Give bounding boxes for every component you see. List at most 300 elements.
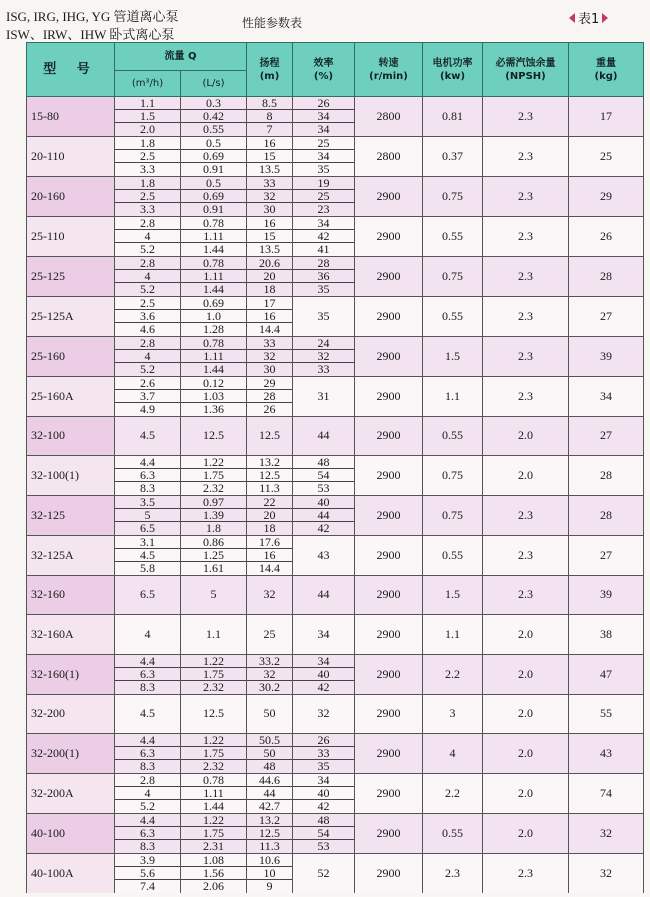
cell-value: 30.2 xyxy=(259,680,281,695)
cell-value: 3.1 xyxy=(115,536,180,549)
col-power: 电机功率 (kw) xyxy=(423,43,483,97)
speed-cell: 2900 xyxy=(355,455,423,495)
eff-cell: 32 xyxy=(293,694,355,733)
cell-value: 0.42 xyxy=(181,110,246,123)
cell-value: 13.2 xyxy=(247,814,292,827)
flow-ls-cell: 12.5 xyxy=(181,416,247,455)
speed-cell: 2900 xyxy=(355,416,423,455)
col-eff: 效率 (%) xyxy=(293,43,355,97)
cell-value: 53 xyxy=(317,481,330,496)
cell-value: 42 xyxy=(293,230,354,243)
head-cell xyxy=(247,136,293,176)
weight-cell: 27 xyxy=(569,296,644,336)
table-row xyxy=(27,376,644,416)
npsh-cell: 2.3 xyxy=(483,176,569,216)
model-cell: 32-100(1) xyxy=(27,455,115,495)
power-cell: 1.1 xyxy=(423,615,483,654)
model-cell: 40-100A xyxy=(27,853,115,893)
cell-value: 0.69 xyxy=(181,190,246,203)
flow-m3h-cell xyxy=(115,376,181,416)
cell-value: 54 xyxy=(293,469,354,482)
cell-value: 1.25 xyxy=(181,549,246,562)
cell-value: 17.6 xyxy=(247,536,292,549)
npsh-cell: 2.0 xyxy=(483,416,569,455)
npsh-cell: 2.3 xyxy=(483,575,569,614)
table-row xyxy=(27,813,644,853)
cell-value: 34 xyxy=(293,110,354,123)
npsh-cell: 2.3 xyxy=(483,336,569,376)
table-row xyxy=(27,535,644,575)
flow-ls-cell: 12.5 xyxy=(181,694,247,733)
flow-ls-cell xyxy=(181,773,247,813)
cell-value: 2.31 xyxy=(203,839,224,854)
cell-value: 19 xyxy=(293,177,354,190)
head-cell xyxy=(247,216,293,256)
cell-value: 17 xyxy=(247,297,292,310)
table-body xyxy=(27,97,644,894)
flow-ls-cell xyxy=(181,216,247,256)
cell-value: 20 xyxy=(247,509,292,522)
cell-value: 2.5 xyxy=(115,297,180,310)
speed-cell: 2800 xyxy=(355,97,423,137)
cell-value: 3.9 xyxy=(115,854,180,867)
power-cell: 1.5 xyxy=(423,336,483,376)
cell-value: 3.6 xyxy=(115,310,180,323)
head-cell xyxy=(247,296,293,336)
cell-value: 3.7 xyxy=(115,390,180,403)
weight-cell: 47 xyxy=(569,654,644,694)
cell-value: 33 xyxy=(317,362,330,377)
speed-cell: 2900 xyxy=(355,654,423,694)
weight-cell: 32 xyxy=(569,853,644,893)
power-cell: 0.75 xyxy=(423,256,483,296)
cell-value: 5.2 xyxy=(140,799,155,814)
model-cell: 20-110 xyxy=(27,136,115,176)
flow-m3h-cell xyxy=(115,97,181,137)
cell-value: 1.8 xyxy=(115,177,180,190)
cell-value: 5 xyxy=(115,509,180,522)
flow-m3h-cell: 4.5 xyxy=(115,416,181,455)
table-row xyxy=(27,853,644,893)
cell-value: 3.3 xyxy=(140,162,155,177)
weight-cell: 74 xyxy=(569,773,644,813)
eff-cell xyxy=(293,136,355,176)
cell-value: 44.6 xyxy=(247,774,292,787)
speed-cell: 2900 xyxy=(355,813,423,853)
cell-value: 15 xyxy=(247,150,292,163)
cell-value: 2.6 xyxy=(115,377,180,390)
cell-value: 0.97 xyxy=(181,496,246,509)
cell-value: 1.1 xyxy=(115,97,180,110)
cell-value: 4.4 xyxy=(115,655,180,668)
cell-value: 0.12 xyxy=(181,377,246,390)
cell-value: 30 xyxy=(263,362,276,377)
speed-cell: 2900 xyxy=(355,734,423,774)
cell-value: 1.39 xyxy=(181,509,246,522)
table-header xyxy=(27,43,644,97)
cell-value: 1.03 xyxy=(181,390,246,403)
cell-value: 2.06 xyxy=(203,879,224,894)
cell-value: 35 xyxy=(317,282,330,297)
cell-value: 28 xyxy=(293,257,354,270)
cell-value: 1.0 xyxy=(181,310,246,323)
cell-value: 8.3 xyxy=(140,481,155,496)
flow-m3h-cell xyxy=(115,853,181,893)
cell-value: 8 xyxy=(247,110,292,123)
power-cell: 0.75 xyxy=(423,495,483,535)
power-cell: 0.55 xyxy=(423,416,483,455)
head-cell xyxy=(247,455,293,495)
power-cell: 0.55 xyxy=(423,535,483,575)
cell-value: 1.5 xyxy=(115,110,180,123)
power-cell: 2.2 xyxy=(423,654,483,694)
weight-cell: 25 xyxy=(569,136,644,176)
cell-value: 0.5 xyxy=(181,177,246,190)
npsh-cell: 2.3 xyxy=(483,216,569,256)
cell-value: 1.75 xyxy=(181,827,246,840)
eff-cell xyxy=(293,773,355,813)
npsh-cell: 2.0 xyxy=(483,455,569,495)
speed-cell: 2900 xyxy=(355,176,423,216)
cell-value: 34 xyxy=(317,122,330,137)
flow-m3h-cell xyxy=(115,654,181,694)
power-cell: 1.1 xyxy=(423,376,483,416)
table-number xyxy=(566,8,611,27)
power-cell: 0.55 xyxy=(423,296,483,336)
head-cell xyxy=(247,773,293,813)
cell-value: 48 xyxy=(293,814,354,827)
model-cell: 20-160 xyxy=(27,176,115,216)
flow-m3h-cell xyxy=(115,176,181,216)
model-cell: 25-125 xyxy=(27,256,115,296)
cell-value: 1.11 xyxy=(181,230,246,243)
cell-value: 13.2 xyxy=(247,456,292,469)
col-flow: 流量 Q xyxy=(115,43,247,71)
left-triangle-icon xyxy=(569,13,575,23)
npsh-cell: 2.0 xyxy=(483,654,569,694)
cell-value: 1.44 xyxy=(203,799,224,814)
cell-value: 53 xyxy=(317,839,330,854)
cell-value: 40 xyxy=(293,668,354,681)
flow-ls-cell xyxy=(181,376,247,416)
power-cell: 2.2 xyxy=(423,773,483,813)
eff-cell xyxy=(293,336,355,376)
cell-value: 1.75 xyxy=(181,469,246,482)
head-cell xyxy=(247,734,293,774)
cell-value: 12.5 xyxy=(247,827,292,840)
cell-value: 2.8 xyxy=(115,774,180,787)
flow-m3h-cell xyxy=(115,296,181,336)
cell-value: 15 xyxy=(247,230,292,243)
cell-value: 32 xyxy=(247,668,292,681)
table-row xyxy=(27,136,644,176)
speed-cell: 2900 xyxy=(355,256,423,296)
cell-value: 48 xyxy=(263,759,276,774)
cell-value: 33 xyxy=(247,337,292,350)
cell-value: 0.86 xyxy=(181,536,246,549)
weight-cell: 27 xyxy=(569,416,644,455)
cell-value: 1.36 xyxy=(203,402,224,417)
head-cell xyxy=(247,256,293,296)
cell-value: 12.5 xyxy=(247,469,292,482)
cell-value: 18 xyxy=(263,282,276,297)
cell-value: 0.78 xyxy=(181,337,246,350)
npsh-cell: 2.3 xyxy=(483,376,569,416)
model-cell: 15-80 xyxy=(27,97,115,137)
weight-cell: 55 xyxy=(569,694,644,733)
cell-value: 8.3 xyxy=(140,759,155,774)
right-triangle-icon xyxy=(602,13,608,23)
cell-value: 1.44 xyxy=(203,282,224,297)
cell-value: 0.3 xyxy=(181,97,246,110)
cell-value: 1.44 xyxy=(203,242,224,257)
npsh-cell: 2.3 xyxy=(483,256,569,296)
model-cell: 32-200(1) xyxy=(27,734,115,774)
cell-value: 4.6 xyxy=(140,322,155,337)
model-cell: 32-160 xyxy=(27,575,115,614)
cell-value: 1.22 xyxy=(181,814,246,827)
cell-value: 34 xyxy=(293,655,354,668)
cell-value: 9 xyxy=(266,879,273,894)
cell-value: 6.5 xyxy=(140,521,155,536)
col-weight: 重量 (kg) xyxy=(569,43,644,97)
npsh-cell: 2.0 xyxy=(483,734,569,774)
power-cell: 2.3 xyxy=(423,853,483,893)
speed-cell: 2900 xyxy=(355,853,423,893)
table-row xyxy=(27,495,644,535)
model-cell: 25-110 xyxy=(27,216,115,256)
cell-value: 26 xyxy=(263,402,276,417)
cell-value: 4 xyxy=(115,787,180,800)
speed-cell: 2900 xyxy=(355,575,423,614)
weight-cell: 43 xyxy=(569,734,644,774)
cell-value: 44 xyxy=(247,787,292,800)
cell-value: 50 xyxy=(247,747,292,760)
flow-m3h-cell xyxy=(115,455,181,495)
flow-ls-cell xyxy=(181,813,247,853)
weight-cell: 17 xyxy=(569,97,644,137)
speed-cell: 2900 xyxy=(355,535,423,575)
cell-value: 0.5 xyxy=(181,137,246,150)
cell-value: 1.44 xyxy=(203,362,224,377)
power-cell: 0.81 xyxy=(423,97,483,137)
speed-cell: 2900 xyxy=(355,376,423,416)
cell-value: 25 xyxy=(293,190,354,203)
cell-value: 28 xyxy=(247,390,292,403)
cell-value: 40 xyxy=(293,496,354,509)
cell-value: 1.22 xyxy=(181,734,246,747)
cell-value: 11.3 xyxy=(259,839,280,854)
flow-m3h-cell xyxy=(115,216,181,256)
eff-cell xyxy=(293,654,355,694)
speed-cell: 2800 xyxy=(355,136,423,176)
table-row xyxy=(27,734,644,774)
cell-value: 14.4 xyxy=(259,322,281,337)
cell-value: 2.5 xyxy=(115,190,180,203)
col-speed: 转速 (r/min) xyxy=(355,43,423,97)
flow-ls-cell xyxy=(181,654,247,694)
cell-value: 1.11 xyxy=(181,270,246,283)
table-row xyxy=(27,773,644,813)
cell-value: 40 xyxy=(293,787,354,800)
cell-value: 2.0 xyxy=(140,122,155,137)
head-cell xyxy=(247,176,293,216)
cell-value: 32 xyxy=(293,350,354,363)
eff-cell xyxy=(293,495,355,535)
speed-cell: 2900 xyxy=(355,694,423,733)
npsh-cell: 2.0 xyxy=(483,694,569,733)
flow-ls-cell xyxy=(181,176,247,216)
flow-m3h-cell xyxy=(115,813,181,853)
cell-value: 41 xyxy=(317,242,330,257)
cell-value: 1.11 xyxy=(181,350,246,363)
table-row xyxy=(27,654,644,694)
cell-value: 0.69 xyxy=(181,150,246,163)
flow-ls-cell xyxy=(181,535,247,575)
cell-value: 14.4 xyxy=(259,561,281,576)
cell-value: 7.4 xyxy=(140,879,155,894)
flow-ls-cell xyxy=(181,495,247,535)
cell-value: 20.6 xyxy=(247,257,292,270)
header-line2: ISW、IRW、IHW 卧式离心泵 xyxy=(6,27,175,42)
cell-value: 1.61 xyxy=(203,561,224,576)
cell-value: 1.75 xyxy=(181,668,246,681)
head-cell xyxy=(247,495,293,535)
cell-value: 6.3 xyxy=(115,469,180,482)
head-cell: 50 xyxy=(247,694,293,733)
cell-value: 34 xyxy=(293,217,354,230)
cell-value: 2.8 xyxy=(115,257,180,270)
header-line1: ISG, IRG, IHG, YG 管道离心泵 xyxy=(6,9,179,24)
cell-value: 13.5 xyxy=(259,242,281,257)
cell-value: 33.2 xyxy=(247,655,292,668)
cell-value: 8.3 xyxy=(140,680,155,695)
cell-value: 1.56 xyxy=(181,867,246,880)
cell-value: 33 xyxy=(247,177,292,190)
npsh-cell: 2.0 xyxy=(483,773,569,813)
table-row xyxy=(27,615,644,654)
flow-ls-cell xyxy=(181,853,247,893)
cell-value: 26 xyxy=(293,734,354,747)
cell-value: 4 xyxy=(115,270,180,283)
weight-cell: 28 xyxy=(569,256,644,296)
flow-ls-cell: 1.1 xyxy=(181,615,247,654)
head-cell: 25 xyxy=(247,615,293,654)
eff-cell xyxy=(293,216,355,256)
flow-m3h-cell xyxy=(115,495,181,535)
table-number-label: 表1 xyxy=(578,12,600,27)
flow-m3h-cell: 4 xyxy=(115,615,181,654)
cell-value: 2.32 xyxy=(203,680,224,695)
col-model: 型 号 xyxy=(27,43,115,97)
cell-value: 18 xyxy=(263,521,276,536)
power-cell: 4 xyxy=(423,734,483,774)
flow-ls-cell xyxy=(181,455,247,495)
cell-value: 54 xyxy=(293,827,354,840)
npsh-cell: 2.3 xyxy=(483,97,569,137)
cell-value: 1.28 xyxy=(203,322,224,337)
model-cell: 32-160(1) xyxy=(27,654,115,694)
cell-value: 22 xyxy=(247,496,292,509)
npsh-cell: 2.0 xyxy=(483,813,569,853)
eff-cell xyxy=(293,176,355,216)
cell-value: 33 xyxy=(293,747,354,760)
eff-cell: 44 xyxy=(293,416,355,455)
weight-cell: 38 xyxy=(569,615,644,654)
head-cell xyxy=(247,376,293,416)
eff-cell: 35 xyxy=(293,296,355,336)
cell-value: 0.91 xyxy=(203,202,224,217)
power-cell: 0.37 xyxy=(423,136,483,176)
table-row xyxy=(27,694,644,733)
cell-value: 5.2 xyxy=(140,282,155,297)
eff-cell: 44 xyxy=(293,575,355,614)
cell-value: 0.69 xyxy=(181,297,246,310)
cell-value: 32 xyxy=(247,350,292,363)
flow-ls-cell: 5 xyxy=(181,575,247,614)
table-row xyxy=(27,336,644,376)
eff-cell xyxy=(293,455,355,495)
cell-value: 24 xyxy=(293,337,354,350)
cell-value: 13.5 xyxy=(259,162,281,177)
flow-m3h-cell xyxy=(115,734,181,774)
flow-ls-cell xyxy=(181,296,247,336)
cell-value: 30 xyxy=(263,202,276,217)
col-head: 扬程 (m) xyxy=(247,43,293,97)
flow-ls-cell xyxy=(181,734,247,774)
table-row xyxy=(27,296,644,336)
col-npsh: 必需汽蚀余量 (NPSH) xyxy=(483,43,569,97)
cell-value: 0.78 xyxy=(181,774,246,787)
flow-m3h-cell xyxy=(115,535,181,575)
power-cell: 1.5 xyxy=(423,575,483,614)
flow-ls-cell xyxy=(181,336,247,376)
cell-value: 23 xyxy=(317,202,330,217)
model-cell: 32-125 xyxy=(27,495,115,535)
cell-value: 0.55 xyxy=(203,122,224,137)
cell-value: 42 xyxy=(317,799,330,814)
cell-value: 8.3 xyxy=(140,839,155,854)
head-cell xyxy=(247,97,293,137)
cell-value: 25 xyxy=(293,137,354,150)
flow-m3h-cell: 6.5 xyxy=(115,575,181,614)
model-cell: 32-200 xyxy=(27,694,115,733)
eff-cell xyxy=(293,97,355,137)
cell-value: 2.5 xyxy=(115,150,180,163)
cell-value: 11.3 xyxy=(259,481,280,496)
weight-cell: 32 xyxy=(569,813,644,853)
flow-m3h-cell xyxy=(115,773,181,813)
table-row xyxy=(27,216,644,256)
head-cell xyxy=(247,813,293,853)
cell-value: 0.91 xyxy=(203,162,224,177)
cell-value: 4.9 xyxy=(140,402,155,417)
flow-ls-cell xyxy=(181,97,247,137)
cell-value: 1.11 xyxy=(181,787,246,800)
model-cell: 25-125A xyxy=(27,296,115,336)
cell-value: 44 xyxy=(293,509,354,522)
weight-cell: 34 xyxy=(569,376,644,416)
model-cell: 32-125A xyxy=(27,535,115,575)
weight-cell: 28 xyxy=(569,455,644,495)
cell-value: 10.6 xyxy=(247,854,292,867)
cell-value: 1.8 xyxy=(206,521,221,536)
cell-value: 48 xyxy=(293,456,354,469)
weight-cell: 39 xyxy=(569,575,644,614)
cell-value: 2.8 xyxy=(115,217,180,230)
cell-value: 2.32 xyxy=(203,759,224,774)
cell-value: 20 xyxy=(247,270,292,283)
